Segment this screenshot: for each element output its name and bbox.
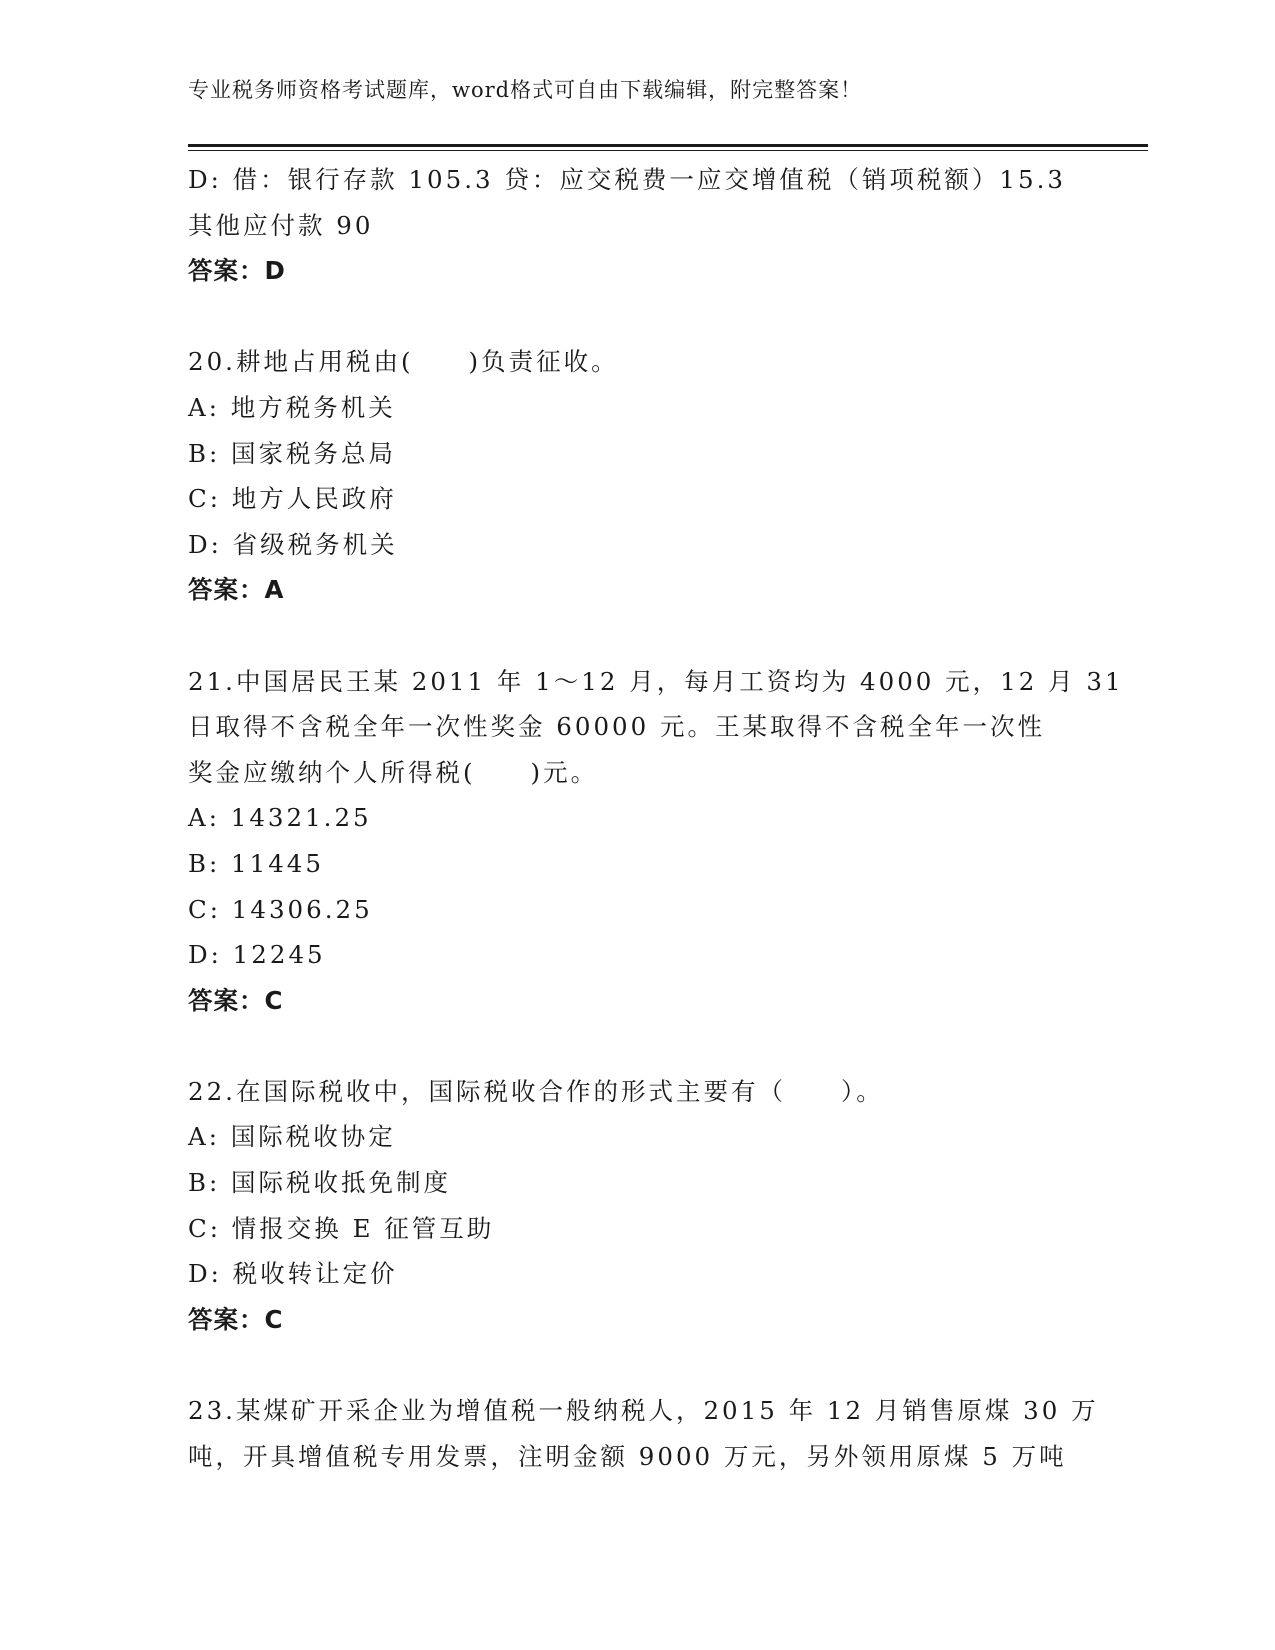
page-header: 专业税务师资格考试题库，word格式可自由下载编辑，附完整答案！ (188, 78, 863, 102)
q21-option-b: B: 11445 (188, 848, 324, 878)
q20-answer: 答案：A (188, 575, 285, 605)
spacer (188, 613, 1088, 659)
q23-stem-line2: 吨，开具增值税专用发票，注明金额 9000 万元，另外领用原煤 5 万吨 (188, 1441, 1067, 1471)
q21-option-a: A: 14321.25 (188, 803, 372, 833)
q21-stem-line1: 21.中国居民王某 2011 年 1～12 月，每月工资均为 4000 元，12 月 31 (188, 666, 1124, 696)
q22-stem: 22.在国际税收中，国际税收合作的形式主要有（ ）。 (188, 1076, 884, 1106)
spacer (188, 1342, 1088, 1388)
q21-stem-line3: 奖金应缴纳个人所得税( )元。 (188, 757, 599, 787)
spacer (188, 294, 1088, 340)
spacer (188, 1023, 1088, 1069)
question-content (188, 157, 1124, 1479)
q20-option-b: B: 国家税务总局 (188, 438, 397, 468)
q20-option-d: D: 省级税务机关 (188, 529, 398, 559)
q22-option-c: C: 情报交换 E 征管互助 (188, 1213, 495, 1243)
header-rule-thick (188, 144, 1148, 147)
q20-option-a: A: 地方税务机关 (188, 392, 396, 422)
q19-option-d-line1: D: 借：银行存款 105.3 贷：应交税费一应交增值税（销项税额）15.3 (188, 165, 1066, 194)
q19-answer: 答案：D (188, 256, 286, 286)
q21-answer: 答案：C (188, 985, 284, 1015)
q19-option-d-line2: 其他应付款 90 (188, 210, 374, 240)
q22-answer: 答案：C (188, 1304, 284, 1334)
q23-stem-line1: 23.某煤矿开采企业为增值税一般纳税人，2015 年 12 月销售原煤 30 万 (188, 1396, 1099, 1426)
header-rule-thin (188, 150, 1148, 151)
q20-option-c: C: 地方人民政府 (188, 484, 397, 514)
q21-option-d: D: 12245 (188, 940, 326, 970)
q22-option-b: B: 国际税收抵免制度 (188, 1168, 452, 1198)
q22-option-a: A: 国际税收协定 (188, 1122, 396, 1152)
q20-stem: 20.耕地占用税由( )负责征收。 (188, 347, 619, 377)
q21-stem-line2: 日取得不含税全年一次性奖金 60000 元。王某取得不含税全年一次性 (188, 712, 1046, 742)
q21-option-c: C: 14306.25 (188, 894, 373, 924)
q22-option-d: D: 税收转让定价 (188, 1259, 398, 1289)
